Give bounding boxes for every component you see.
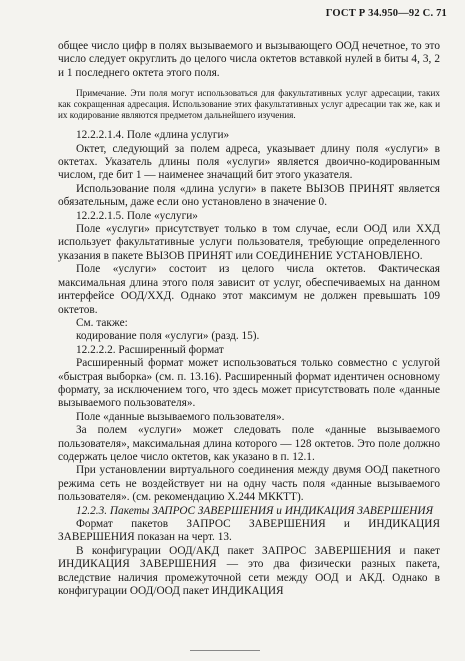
page-header: ГОСТ Р 34.950—92 С. 71	[325, 8, 447, 19]
paragraph: кодирование поля «услуги» (разд. 15).	[76, 330, 260, 343]
paragraph: Поле «данные вызываемого пользователя».	[76, 410, 285, 423]
paragraph: Расширенный формат может использоваться только совместно с услугой «быстрая выборка» (см. п. 13.16). Расширенный формат идентичен основному формату, за исключением того, что здесь может присутствовать поле «данные вызываемого пользователя».	[58, 357, 440, 410]
section-heading: 12.2.2.2. Расширенный формат	[76, 343, 224, 356]
body-text	[58, 40, 440, 598]
scan-artifact-line	[190, 650, 260, 651]
paragraph: общее число цифр в полях вызываемого и вызывающего ООД нечетное, то это число следует округлить до целого числа октетов вставкой нулей в биты 4, 3, 2 и 1 последнего октета этого поля.	[58, 40, 440, 79]
paragraph: При установлении виртуального соединения между двумя ООД пакетного режима сеть не воздействует ни на одну часть поля «данные вызываемого пользователя». (см. рекомендацию Х.244 МККТТ).	[58, 464, 440, 504]
section-heading: 12.2.2.1.5. Поле «услуги»	[76, 209, 198, 222]
paragraph: В конфигурации ООД/АКД пакет ЗАПРОС ЗАВЕРШЕНИЯ и пакет ИНДИКАЦИЯ ЗАВЕРШЕНИЯ — это два физически разных пакета, вследствие наличия промежуточной сети между ООД и АКД. Однако в конфигурации ООД/ООД пакет ИНДИКАЦИЯ	[58, 544, 440, 598]
section-heading: 12.2.3. Пакеты ЗАПРОС ЗАВЕРШЕНИЯ и ИНДИКАЦИЯ ЗАВЕРШЕНИЯ	[76, 504, 434, 517]
section-heading: 12.2.2.1.4. Поле «длина услуги»	[76, 129, 230, 142]
paragraph: Поле «услуги» присутствует только в том случае, если ООД или ХХД использует факультативные услуги пользователя, требующие определенного указания в пакете ВЫЗОВ ПРИНЯТ или СОЕДИНЕНИЕ УСТАНОВЛЕНО.	[58, 223, 440, 262]
paragraph: За полем «услуги» может следовать поле «данные вызываемого пользователя», максимальная длина которого — 128 октетов. Это поле должно содержать целое число октетов, как указано в п. 12.1.	[58, 424, 440, 463]
paragraph: Поле «услуги» состоит из целого числа октетов. Фактическая максимальная длина этого поля зависит от услуг, обеспечиваемых на данном интерфейсе ООД/ХХД. Однако этот максимум не должен превышать 109 октетов.	[58, 263, 440, 316]
paragraph: Октет, следующий за полем адреса, указывает длину поля «услуги» в октетах. Указатель длины поля «услуги» является двоично-кодированным числом, где бит 1 — наименее значащий бит этого указателя.	[58, 142, 440, 182]
paragraph: См. также:	[76, 316, 128, 329]
paragraph: Формат пакетов ЗАПРОС ЗАВЕРШЕНИЯ и ИНДИКАЦИЯ ЗАВЕРШЕНИЯ показан на черт. 13.	[58, 518, 440, 544]
paragraph: Использование поля «длина услуги» в пакете ВЫЗОВ ПРИНЯТ является обязательным, даже если оно установлено в значение 0.	[58, 182, 440, 209]
note: Примечание. Эти поля могут использоваться для факультативных услуг адресации, таких как сокращенная адресация. Использование этих факультативных услуг адресации так же, как и их кодирование являются предметом дальнейшего изучения.	[58, 88, 440, 121]
